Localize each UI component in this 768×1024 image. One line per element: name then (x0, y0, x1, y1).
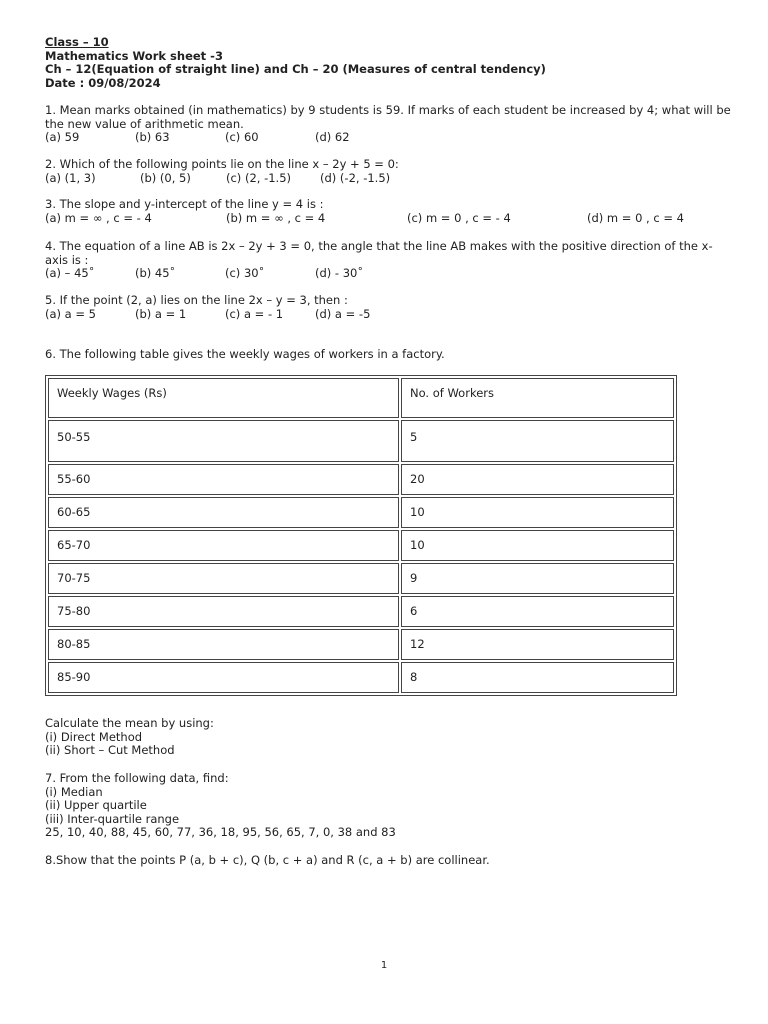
option-b: (b) 45˚ (135, 266, 176, 280)
wage-cell: 75-80 (48, 596, 399, 627)
wage-cell: 55-60 (48, 464, 399, 495)
question-6-instructions (45, 717, 735, 758)
question-1-options (45, 131, 735, 145)
workers-cell: 10 (401, 530, 674, 561)
option-c: (c) m = 0 , c = - 4 (407, 210, 511, 225)
option-a: (a) (1, 3) (45, 170, 96, 185)
table-row (48, 629, 674, 660)
option-d: (d) (-2, -1.5) (320, 170, 391, 185)
table-row (48, 563, 674, 594)
table-row (48, 497, 674, 528)
wage-cell: 80-85 (48, 629, 399, 660)
question-3-text: 3. The slope and y-intercept of the line y = 4 is : (45, 197, 324, 211)
question-7-line: (i) Median (45, 784, 103, 799)
option-c: (c) 60 (225, 130, 259, 144)
option-d: (d) m = 0 , c = 4 (587, 210, 684, 225)
workers-cell: 10 (401, 497, 674, 528)
date-line: Date : 09/08/2024 (45, 75, 161, 90)
question-5-text: 5. If the point (2, a) lies on the line 2x – y = 3, then : (45, 293, 348, 307)
header-cell-wages: Weekly Wages (Rs) (48, 378, 399, 418)
question-4-text: 4. The equation of a line AB is 2x – 2y + 3 = 0, the angle that the line AB makes with the positive direction of the x-axis is : (45, 239, 713, 267)
question-3-options (45, 212, 735, 226)
table-row (48, 420, 674, 462)
workers-cell: 8 (401, 662, 674, 693)
class-line: Class – 10 (45, 35, 109, 49)
wages-table (45, 375, 677, 696)
table-row (48, 530, 674, 561)
instruction-line: (ii) Short – Cut Method (45, 743, 175, 757)
option-b: (b) m = ∞ , c = 4 (226, 210, 326, 225)
instruction-line: Calculate the mean by using: (45, 716, 214, 730)
option-d: (d) - 30˚ (315, 266, 364, 280)
table-row (48, 464, 674, 495)
table-row (48, 662, 674, 693)
question-7-line: (iii) Inter-quartile range (45, 811, 180, 826)
wage-cell: 70-75 (48, 563, 399, 594)
table-header-row (48, 378, 674, 418)
chapters-line: Ch – 12(Equation of straight line) and Ch – 20 (Measures of central tendency) (45, 62, 546, 76)
question-7 (45, 772, 735, 840)
option-b: (b) (0, 5) (140, 170, 191, 185)
question-2-text: 2. Which of the following points lie on the line x – 2y + 5 = 0: (45, 157, 399, 171)
option-a: (a) a = 5 (45, 306, 96, 321)
workers-cell: 20 (401, 464, 674, 495)
option-b: (b) a = 1 (135, 306, 187, 321)
table-row (48, 596, 674, 627)
option-b: (b) 63 (135, 130, 170, 144)
wage-cell: 50-55 (48, 420, 399, 462)
option-c: (c) (2, -1.5) (226, 170, 291, 185)
instruction-line: (i) Direct Method (45, 729, 143, 744)
question-1-text: 1. Mean marks obtained (in mathematics) by 9 students is 59. If marks of each student be increased by 4; what will be the new value of arithmetic mean. (45, 103, 731, 131)
question-7-data: 25, 10, 40, 88, 45, 60, 77, 36, 18, 95, 56, 65, 7, 0, 38 and 83 (45, 825, 396, 839)
sheet-title: Mathematics Work sheet -3 (45, 48, 223, 63)
wage-cell: 60-65 (48, 497, 399, 528)
header (45, 36, 735, 90)
option-a: (a) m = ∞ , c = - 4 (45, 210, 152, 225)
wage-cell: 65-70 (48, 530, 399, 561)
question-7-line: (ii) Upper quartile (45, 798, 147, 812)
question-2 (45, 158, 735, 185)
workers-cell: 6 (401, 596, 674, 627)
workers-cell: 9 (401, 563, 674, 594)
question-8-text: 8.Show that the points P (a, b + c), Q (b, c + a) and R (c, a + b) are collinear. (45, 853, 490, 867)
question-5 (45, 294, 735, 321)
question-4 (45, 240, 735, 281)
option-c: (c) 30˚ (225, 266, 265, 280)
wage-cell: 85-90 (48, 662, 399, 693)
option-a: (a) – 45˚ (45, 266, 95, 280)
option-d: (d) a = -5 (315, 306, 371, 321)
workers-cell: 12 (401, 629, 674, 660)
question-5-options (45, 308, 735, 322)
option-d: (d) 62 (315, 130, 350, 144)
question-3 (45, 198, 735, 225)
workers-cell: 5 (401, 420, 674, 462)
header-cell-workers: No. of Workers (401, 378, 674, 418)
question-6-text: 6. The following table gives the weekly wages of workers in a factory. (45, 347, 445, 361)
question-1 (45, 104, 735, 145)
page-number: 1 (380, 960, 388, 971)
option-a: (a) 59 (45, 130, 80, 144)
question-4-options (45, 267, 735, 281)
question-7-line: 7. From the following data, find: (45, 771, 229, 785)
question-2-options (45, 172, 735, 186)
option-c: (c) a = - 1 (225, 306, 284, 321)
